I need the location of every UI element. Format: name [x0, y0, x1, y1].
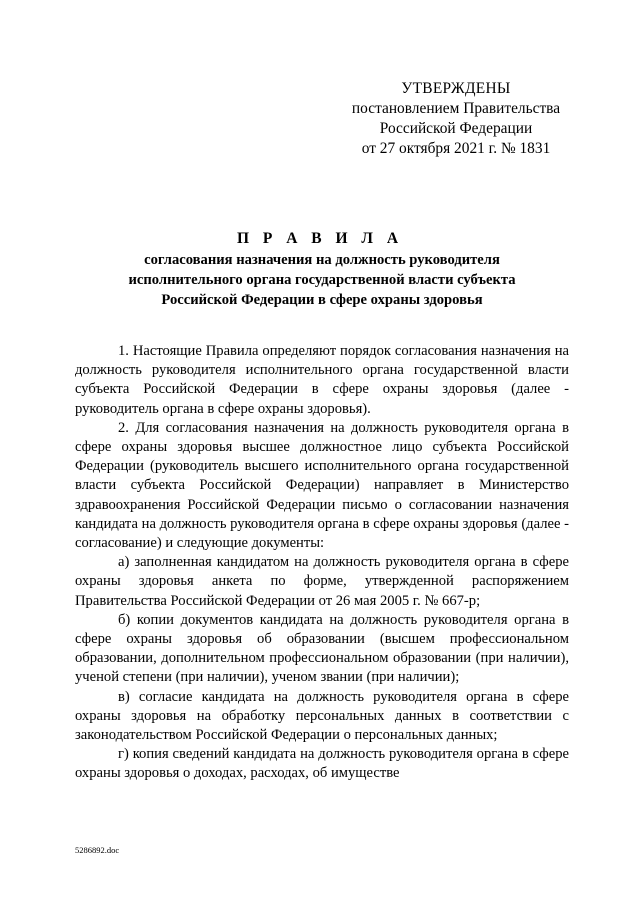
paragraph-1: 1. Настоящие Правила определяют порядок согласования назначения на должность руководителя исполнительного органа государственной власти субъекта Российской Федерации в сфере охраны здоровья (далее - руководитель органа в сфере охраны здоровья).: [75, 343, 569, 417]
paragraph-2v: в) согласие кандидата на должность руководителя органа в сфере охраны здоровья на обработку персональных данных в соответствии с законодательством Российской Федерации о персональных данных;: [75, 688, 569, 744]
approval-stamp: УТВЕРЖДЕНЫ: [401, 80, 511, 97]
paragraph-2b: б) копии документов кандидата на должность руководителя органа в сфере охраны здоровья об образовании (высшем профессиональном образовании, дополнительном профессиональном образовании (при наличии), ученой степени (при наличии), ученом звании (при наличии);: [75, 611, 569, 686]
approval-block: [340, 79, 572, 159]
approval-line-3: от 27 октября 2021 г. № 1831: [361, 140, 551, 157]
paragraph-2a: а) заполненная кандидатом на должность руководителя органа в сфере охраны здоровья анкета по форме, утвержденной распоряжением Правительства Российской Федерации от 26 мая 2005 г. № 667-р;: [75, 554, 569, 609]
approval-line-2: Российской Федерации: [379, 120, 533, 137]
paragraph-2g: г) копия сведений кандидата на должность руководителя органа в сфере охраны здоровья о доходах, расходах, об имуществе: [75, 746, 569, 782]
document-body: [75, 342, 569, 784]
footer-file-code: 5286892.doc: [75, 845, 120, 855]
paragraph-2: 2. Для согласования назначения на должность руководителя органа в сфере охраны здоровья высшее должностное лицо субъекта Российской Федерации (руководитель высшего исполнительного органа государственной власти субъекта Российской Федерации) направляет в Министерство здравоохранения Российской Федерации письмо о согласовании назначения кандидата на должность руководителя органа в сфере охраны здоровья (далее - согласование) и следующие документы:: [75, 419, 569, 552]
document-subtitle: согласования назначения на должность руководителя исполнительного органа государственной власти субъекта Российской Федерации в сфере охраны здоровья: [128, 252, 516, 308]
document-title: П Р А В И Л А: [236, 230, 404, 247]
approval-line-1: постановлением Правительства: [351, 100, 561, 117]
